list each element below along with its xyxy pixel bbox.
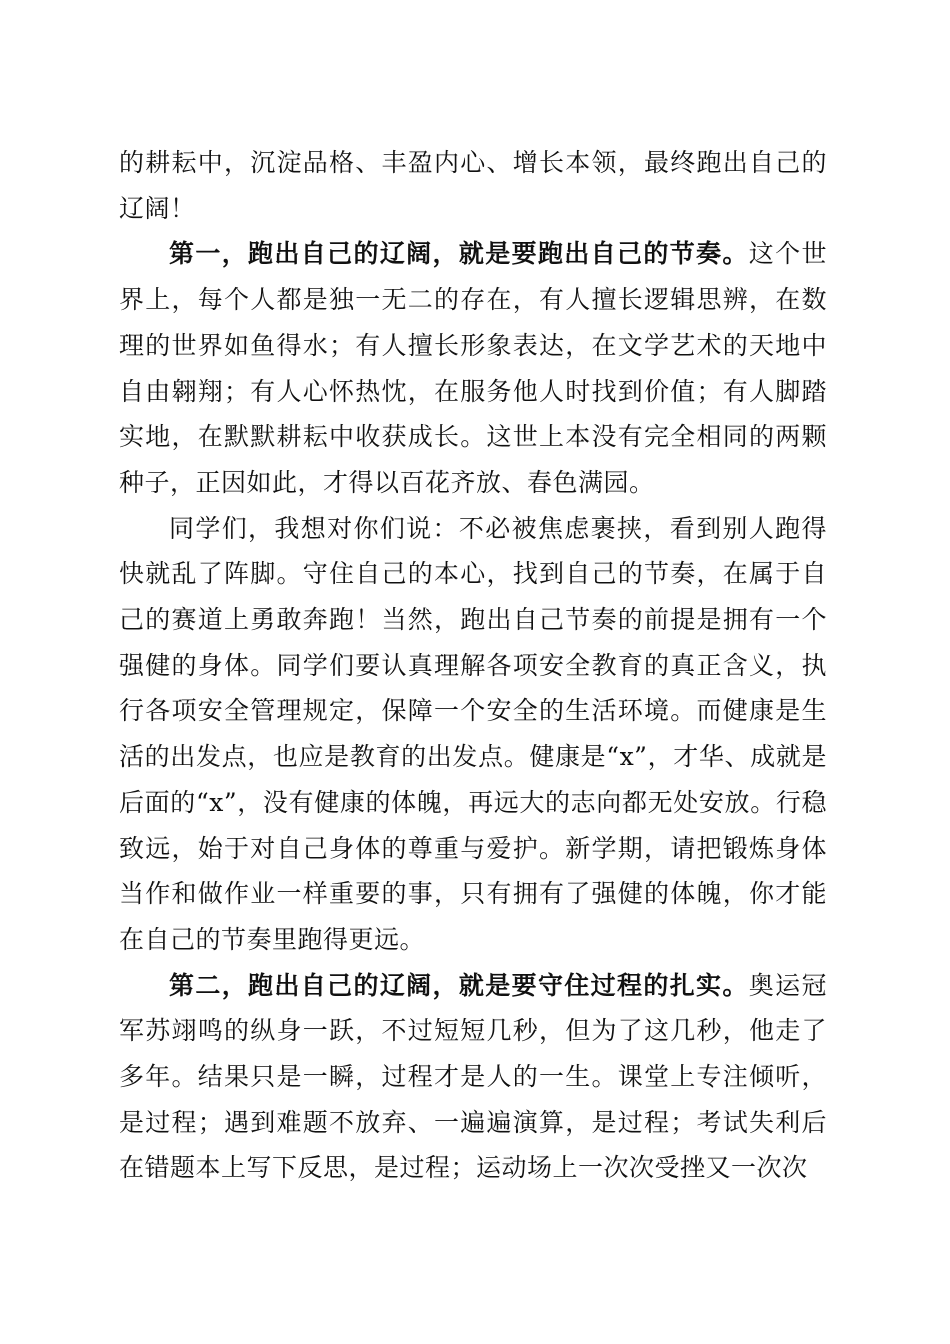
paragraph-address-students <box>119 506 827 963</box>
paragraph-continuation <box>119 140 827 231</box>
paragraph-lead-sentence: 第二，跑出自己的辽阔，就是要守住过程的扎实。 <box>169 970 749 1000</box>
paragraph-lead-sentence: 第一，跑出自己的辽阔，就是要跑出自己的节奏。 <box>169 239 749 269</box>
body-text <box>119 140 827 1191</box>
paragraph-second-point <box>119 963 827 1192</box>
paragraph-text: 同学们，我想对你们说：不必被焦虑裹挟，看到别人跑得快就乱了阵脚。守住自己的本心，找到自己的节奏，在属于自己的赛道上勇敢奔跑！当然，跑出自己节奏的前提是拥有一个强健的身体。同学们要认真理解各项安全教育的真正含义，执行各项安全管理规定，保障一个安全的生活环境。而健康是生活的出发点，也应是教育的出发点。健康是“x”，才华、成就是后面的“x”，没有健康的体魄，再远大的志向都无处安放。行稳致远，始于对自己身体的尊重与爱护。新学期，请把锻炼身体当作和做作业一样重要的事，只有拥有了强健的体魄，你才能在自己的节奏里跑得更远。 <box>119 513 827 954</box>
paragraph-text: 的耕耘中，沉淀品格、丰盈内心、增长本领，最终跑出自己的辽阔！ <box>119 148 827 223</box>
paragraph-text: 奥运冠军苏翊鸣的纵身一跃，不过短短几秒，但为了这几秒，他走了多年。结果只是一瞬，过程才是人的一生。课堂上专注倾听，是过程；遇到难题不放弃、一遍遍演算，是过程；考试失利后在错题本上写下反思，是过程；运动场上一次次受挫又一次次 <box>119 970 827 1183</box>
paragraph-first-point <box>119 231 827 505</box>
paragraph-text: 这个世界上，每个人都是独一无二的存在，有人擅长逻辑思辨，在数理的世界如鱼得水；有人擅长形象表达，在文学艺术的天地中自由翱翔；有人心怀热忱，在服务他人时找到价值；有人脚踏实地，在默默耕耘中收获成长。这世上本没有完全相同的两颗种子，正因如此，才得以百花齐放、春色满园。 <box>119 239 827 497</box>
